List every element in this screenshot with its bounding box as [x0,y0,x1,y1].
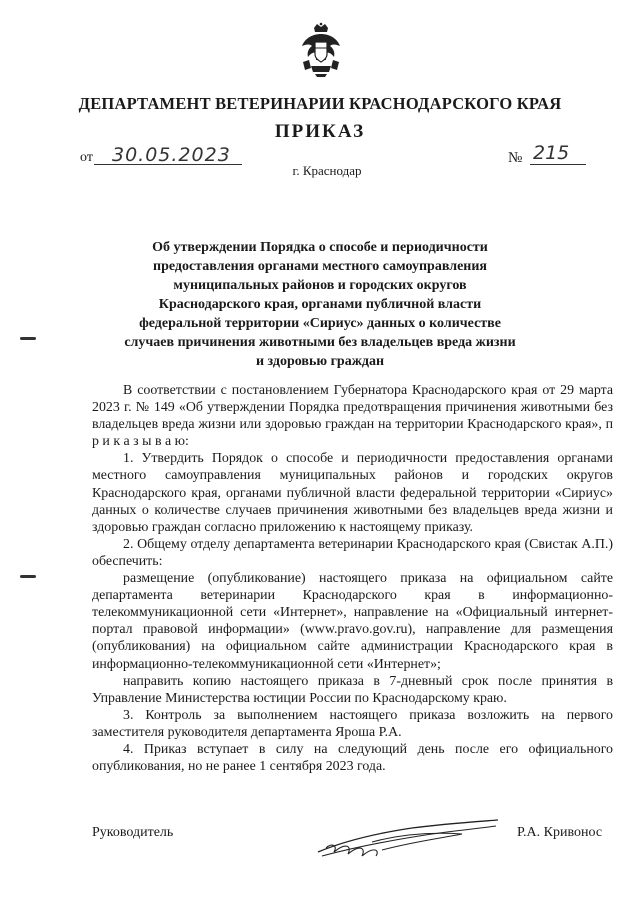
coat-of-arms-icon [299,22,343,78]
signer-position: Руководитель [92,825,174,840]
number-underline [530,164,586,165]
punch-mark [20,337,36,340]
paragraph-2-publication: размещение (опубликование) настоящего приказа на официальном сайте департамента ветеринарии Краснодарского края в информационно-телекоммуникационной сети «Интернет», направление на «Официальный интернет-портал правовой информации» (www.pravo.gov.ru), направление для размещения (опубликования) на официальном сайте администрации Краснодарского края в информационно-телекоммуникационной сети «Интернет»; [92,571,613,672]
preamble-text: В соответствии с постановлением Губернатора Краснодарского края от 29 марта 2023 г. № 149 «Об утверждении Порядка предотвращения причинения животными без владельцев вреда жизни или здоровью граждан на территории Краснодарского края», [92,383,613,433]
number-prefix: № [508,150,523,166]
department-name: ДЕПАРТАМЕНТ ВЕТЕРИНАРИИ КРАСНОДАРСКОГО КРАЯ [78,94,562,113]
title-line: Об утверждении Порядка о способе и периодичности [152,240,488,255]
order-verb: п р и к а з ы в а ю: [92,417,613,450]
signer-name: Р.А. Кривонос [517,825,603,840]
city-label: г. Краснодар [292,163,362,178]
paragraph-preamble [92,382,613,450]
paragraph-4: 4. Приказ вступает в силу на следующий день после его официального опубликования, но не ранее 1 сентября 2023 года. [92,741,613,775]
title-line: предоставления органами местного самоуправления [153,259,487,274]
handwritten-date: 30.05.2023 [112,144,231,166]
title-line: случаев причинения животными без владельцев вреда жизни [124,335,516,350]
handwritten-signature [312,812,502,862]
paragraph-3: 3. Контроль за выполнением настоящего приказа возложить на первого заместителя руководителя департамента Ярошa Р.А. [92,707,613,740]
title-line: Краснодарского края, органами публичной власти [158,297,482,312]
title-line: федеральной территории «Сириус» данных о количестве [139,316,501,331]
paragraph-2-copy: направить копию настоящего приказа в 7-дневный срок после принятия в Управление Министерства юстиции России по Краснодарскому краю. [92,673,613,706]
title-line: и здоровью граждан [255,354,385,369]
paragraph-2: 2. Общему отделу департамента ветеринарии Краснодарского края (Свистак А.П.) обеспечить: [92,536,613,569]
document-type: ПРИКАЗ [274,121,366,142]
handwritten-number: 215 [533,142,570,164]
date-prefix: от [80,150,93,165]
paragraph-1: 1. Утвердить Порядок о способе и периодичности предоставления органами местного самоуправления муниципальных районов и городских округов Краснодарского края, органами публичной власти федеральной территории «Сириус» данных о количестве случаев причинения животными без владельцев вреда жизни и здоровью граждан согласно приложению к настоящему приказу. [92,451,613,535]
title-line: муниципальных районов и городских округов [173,278,467,293]
order-title [120,238,520,371]
order-body [92,382,613,775]
punch-mark [20,575,36,578]
